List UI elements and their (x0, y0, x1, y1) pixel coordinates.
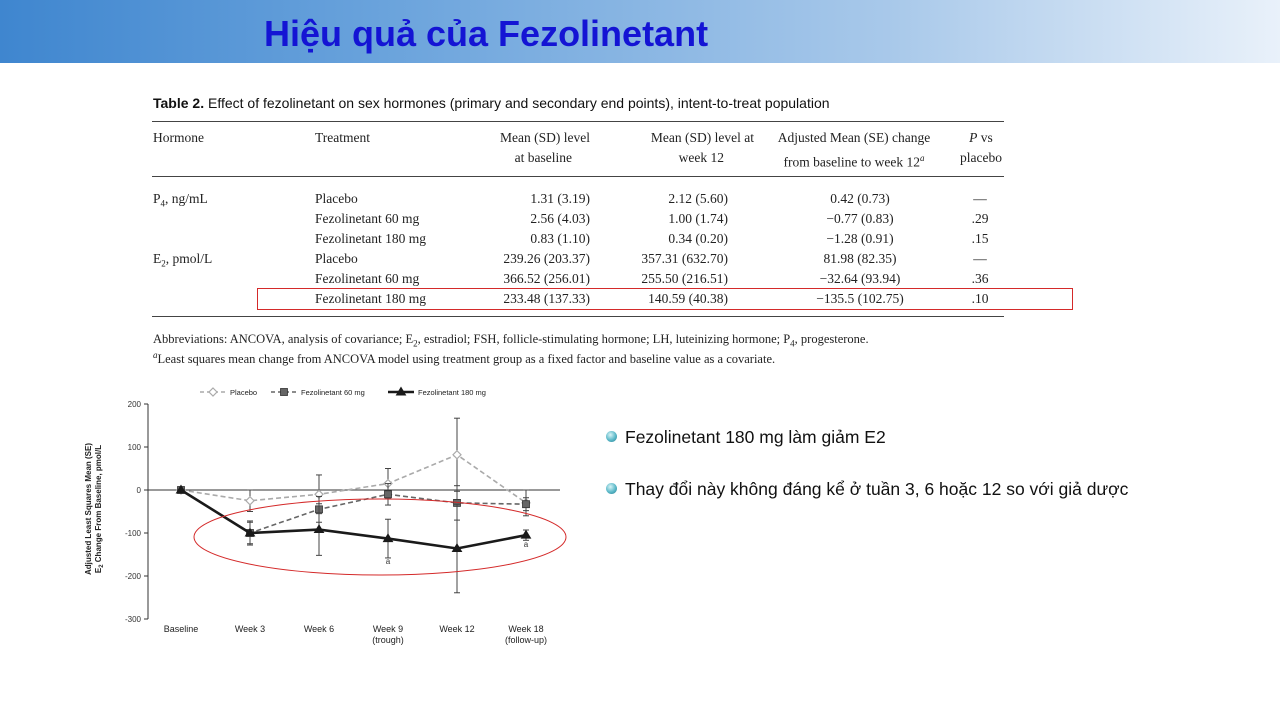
annotation-label: a (385, 556, 391, 566)
hormone-unit: , ng/mL (165, 191, 208, 206)
y-tick-label: -200 (124, 572, 141, 581)
cell-week12: 1.00 (1.74) (668, 211, 728, 226)
data-point (453, 451, 461, 459)
x-tick-label: Week 6 (303, 624, 335, 634)
cell-baseline: 233.48 (137.33) (503, 291, 590, 306)
cell-change: 81.98 (82.35) (823, 251, 897, 266)
bullet-sphere-icon (606, 431, 617, 442)
cell-p: — (973, 191, 987, 206)
hormone-symbol: P (153, 191, 161, 206)
cell-treatment: Fezolinetant 60 mg (315, 271, 420, 286)
footnote1-part-c: , progesterone. (794, 332, 869, 346)
cell-p: .15 (971, 231, 989, 246)
bullet-text: Fezolinetant 180 mg làm giảm E2 (625, 427, 886, 447)
legend-label: Placebo (230, 388, 258, 397)
cell-treatment: Fezolinetant 60 mg (315, 211, 420, 226)
cell-hormone (153, 189, 208, 214)
slide-header-bar (0, 0, 1280, 63)
cell-hormone (153, 249, 212, 274)
series-0 (181, 418, 529, 516)
cell-week12: 357.31 (632.70) (641, 251, 728, 266)
y-tick-label: 0 (136, 486, 141, 495)
cell-change: −0.77 (0.83) (826, 211, 894, 226)
header-week12 (632, 128, 754, 168)
cell-week12: 140.59 (40.38) (648, 291, 728, 306)
x-tick-sublabel: (follow-up) (504, 635, 548, 645)
header-p-line1 (950, 128, 1012, 148)
series-line (181, 455, 526, 503)
series-2 (181, 490, 529, 593)
data-point (522, 531, 531, 539)
cell-week12: 2.12 (5.60) (668, 191, 728, 206)
table-top-rule (152, 121, 1004, 122)
cell-change: −1.28 (0.91) (826, 231, 894, 246)
bullet-item (606, 427, 886, 448)
header-baseline-line2: at baseline (514, 150, 572, 165)
y-tick-label: -100 (124, 529, 141, 538)
header-change-sup: a (919, 153, 925, 163)
legend-label: Fezolinetant 60 mg (301, 388, 365, 397)
cell-p: .29 (971, 211, 989, 226)
x-tick-label: Week 18 (508, 624, 544, 634)
y-tick-label: 200 (127, 400, 141, 409)
x-tick-label: Week 3 (234, 624, 266, 634)
header-p-italic: P (969, 130, 978, 145)
series-line (181, 490, 526, 533)
footnote2-text: Least squares mean change from ANCOVA model using treatment group as a fixed factor and baseline value as a covariate. (157, 352, 776, 367)
header-treatment: Treatment (315, 130, 370, 145)
y-axis-label-line1: Adjusted Least Squares Mean (SE) (84, 442, 93, 576)
cell-baseline: 1.31 (3.19) (530, 191, 590, 206)
footnote1-sub1: 2 (413, 338, 418, 349)
annotation-label: a (523, 539, 529, 549)
header-hormone: Hormone (153, 130, 204, 145)
cell-week12: 255.50 (216.51) (641, 271, 728, 286)
hormone-unit: , pmol/L (165, 251, 213, 266)
header-week12-line2: week 12 (678, 150, 724, 165)
x-tick-sublabel: (trough) (372, 635, 404, 645)
header-p (950, 128, 1012, 168)
legend-label: Fezolinetant 180 mg (418, 388, 486, 397)
cell-baseline: 0.83 (1.10) (530, 231, 590, 246)
cell-change: −32.64 (93.94) (819, 271, 901, 286)
footnote1-sub2: 4 (790, 338, 795, 349)
table-header-rule (152, 176, 1004, 177)
cell-treatment: Fezolinetant 180 mg (315, 231, 426, 246)
highlight-box (257, 288, 1073, 310)
legend-marker (281, 389, 288, 396)
x-tick-label: Week 12 (439, 624, 475, 634)
hormone-subscript: 4 (160, 198, 166, 209)
e2-change-chart (78, 378, 578, 658)
cell-week12: 0.34 (0.20) (668, 231, 728, 246)
cell-change: 0.42 (0.73) (830, 191, 890, 206)
header-change-line2-text: from baseline to week 12 (783, 154, 920, 170)
x-tick-label: Week 9 (372, 624, 404, 634)
header-week12-line1: Mean (SD) level at (650, 130, 754, 145)
bullet-text: Thay đổi này không đáng kể ở tuần 3, 6 hoặc 12 so với giả dược (625, 479, 1129, 499)
cell-p: .10 (971, 291, 989, 306)
table-caption-label: Table 2. (153, 95, 205, 111)
data-point (246, 497, 254, 505)
hormone-symbol: E (153, 251, 162, 266)
legend-marker (209, 388, 217, 396)
footnote2-sup: a (153, 350, 158, 360)
table-caption (153, 95, 830, 111)
cell-change: −135.5 (102.75) (816, 291, 904, 306)
footnote1-part-b: , estradiol; FSH, follicle-stimulating hormone; LH, luteinizing hormone; P (417, 332, 791, 346)
y-tick-label: -300 (124, 615, 141, 624)
data-point (385, 491, 392, 498)
table-footnote-a (153, 350, 775, 367)
x-tick-label: Baseline (163, 624, 199, 634)
hormone-subscript: 2 (161, 258, 166, 269)
slide-title: Hiệu quả của Fezolinetant (264, 13, 709, 54)
y-axis-label-line2: $E_2$ Change From Baseline, pmol/L (94, 444, 105, 574)
table-bottom-rule (152, 316, 1004, 317)
cell-treatment: Placebo (315, 251, 358, 266)
y-tick-label: 100 (127, 443, 141, 452)
bullet-sphere-icon (606, 483, 617, 494)
header-change-line2 (766, 148, 942, 173)
cell-treatment: Fezolinetant 180 mg (315, 291, 426, 306)
header-change-line1: Adjusted Mean (SE) change (777, 130, 931, 145)
cell-p: — (973, 251, 987, 266)
table-footnote-abbreviations (153, 332, 869, 349)
header-baseline-line1: Mean (SD) level (500, 130, 590, 145)
cell-treatment: Placebo (315, 191, 358, 206)
bullet-item (606, 479, 1128, 500)
cell-baseline: 366.52 (256.01) (503, 271, 590, 286)
data-point (523, 501, 530, 508)
cell-baseline: 2.56 (4.03) (530, 211, 590, 226)
footnote1-part-a: Abbreviations: ANCOVA, analysis of covariance; E (153, 332, 414, 346)
table-caption-text: Effect of fezolinetant on sex hormones (primary and secondary end points), intent-to-treat population (207, 95, 830, 111)
header-p-vs: vs (977, 130, 993, 145)
header-p-line2: placebo (960, 150, 1002, 165)
header-change (766, 128, 942, 173)
header-baseline (480, 128, 590, 168)
cell-p: .36 (971, 271, 989, 286)
cell-baseline: 239.26 (203.37) (503, 251, 590, 266)
